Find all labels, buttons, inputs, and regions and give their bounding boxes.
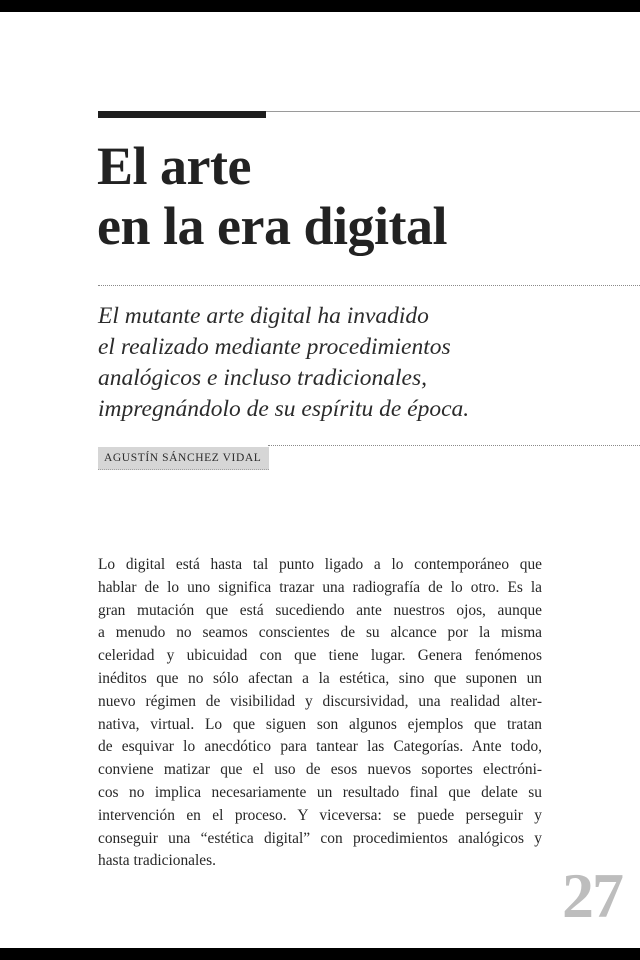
article-title xyxy=(97,136,617,256)
body-line: de esquivar lo anecdótico para tantear las Categorías. Ante todo, xyxy=(98,738,542,756)
article-body xyxy=(98,554,542,873)
body-line: nativa, virtual. Lo que siguen son algunos ejemplos que tratan xyxy=(98,715,542,733)
title-divider xyxy=(98,285,640,286)
article-subtitle xyxy=(98,301,538,425)
body-line: celeridad y ubicuidad con que tiene lugar. Genera fenómenos xyxy=(98,647,542,665)
author-divider xyxy=(268,445,640,446)
title-line-1: El arte xyxy=(97,136,251,196)
body-line: intervención en el proceso. Y viceversa: se puede perseguir y xyxy=(98,806,542,824)
body-line: inéditos que no sólo afectan a la estética, sino que suponen un xyxy=(98,669,542,687)
body-line: gran mutación que está sucediendo ante nuestros ojos, aunque xyxy=(98,601,542,619)
body-line: cos no implica necesariamente un resultado final que delate su xyxy=(98,783,542,801)
header-thick-rule xyxy=(98,111,266,118)
body-line: a menudo no seamos conscientes de su alcance por la misma xyxy=(98,624,542,642)
subtitle-line-1: El mutante arte digital ha invadido xyxy=(98,303,429,329)
body-line: hablar de lo uno significa trazar una radiografía de lo otro. Es la xyxy=(98,578,542,596)
title-line-2: en la era digital xyxy=(97,196,447,256)
body-line-last: hasta tradicionales. xyxy=(98,852,216,870)
subtitle-line-4: impregnándolo de su espíritu de época. xyxy=(98,396,470,422)
author-byline: AGUSTÍN SÁNCHEZ VIDAL xyxy=(98,447,269,470)
subtitle-line-3: analógicos e incluso tradicionales, xyxy=(98,365,427,391)
subtitle-line-2: el realizado mediante procedimientos xyxy=(98,334,451,360)
body-line: conviene matizar que el uso de esos nuevos soportes electróni- xyxy=(98,761,542,779)
body-line: conseguir una “estética digital” con procedimientos analógicos y xyxy=(98,829,542,847)
article-page xyxy=(0,12,640,948)
page-number: 27 xyxy=(562,860,622,931)
header-thin-rule xyxy=(266,111,640,112)
body-line: Lo digital está hasta tal punto ligado a lo contemporáneo que xyxy=(98,556,542,573)
body-line: nuevo régimen de visibilidad y discursividad, una realidad alter- xyxy=(98,692,542,710)
